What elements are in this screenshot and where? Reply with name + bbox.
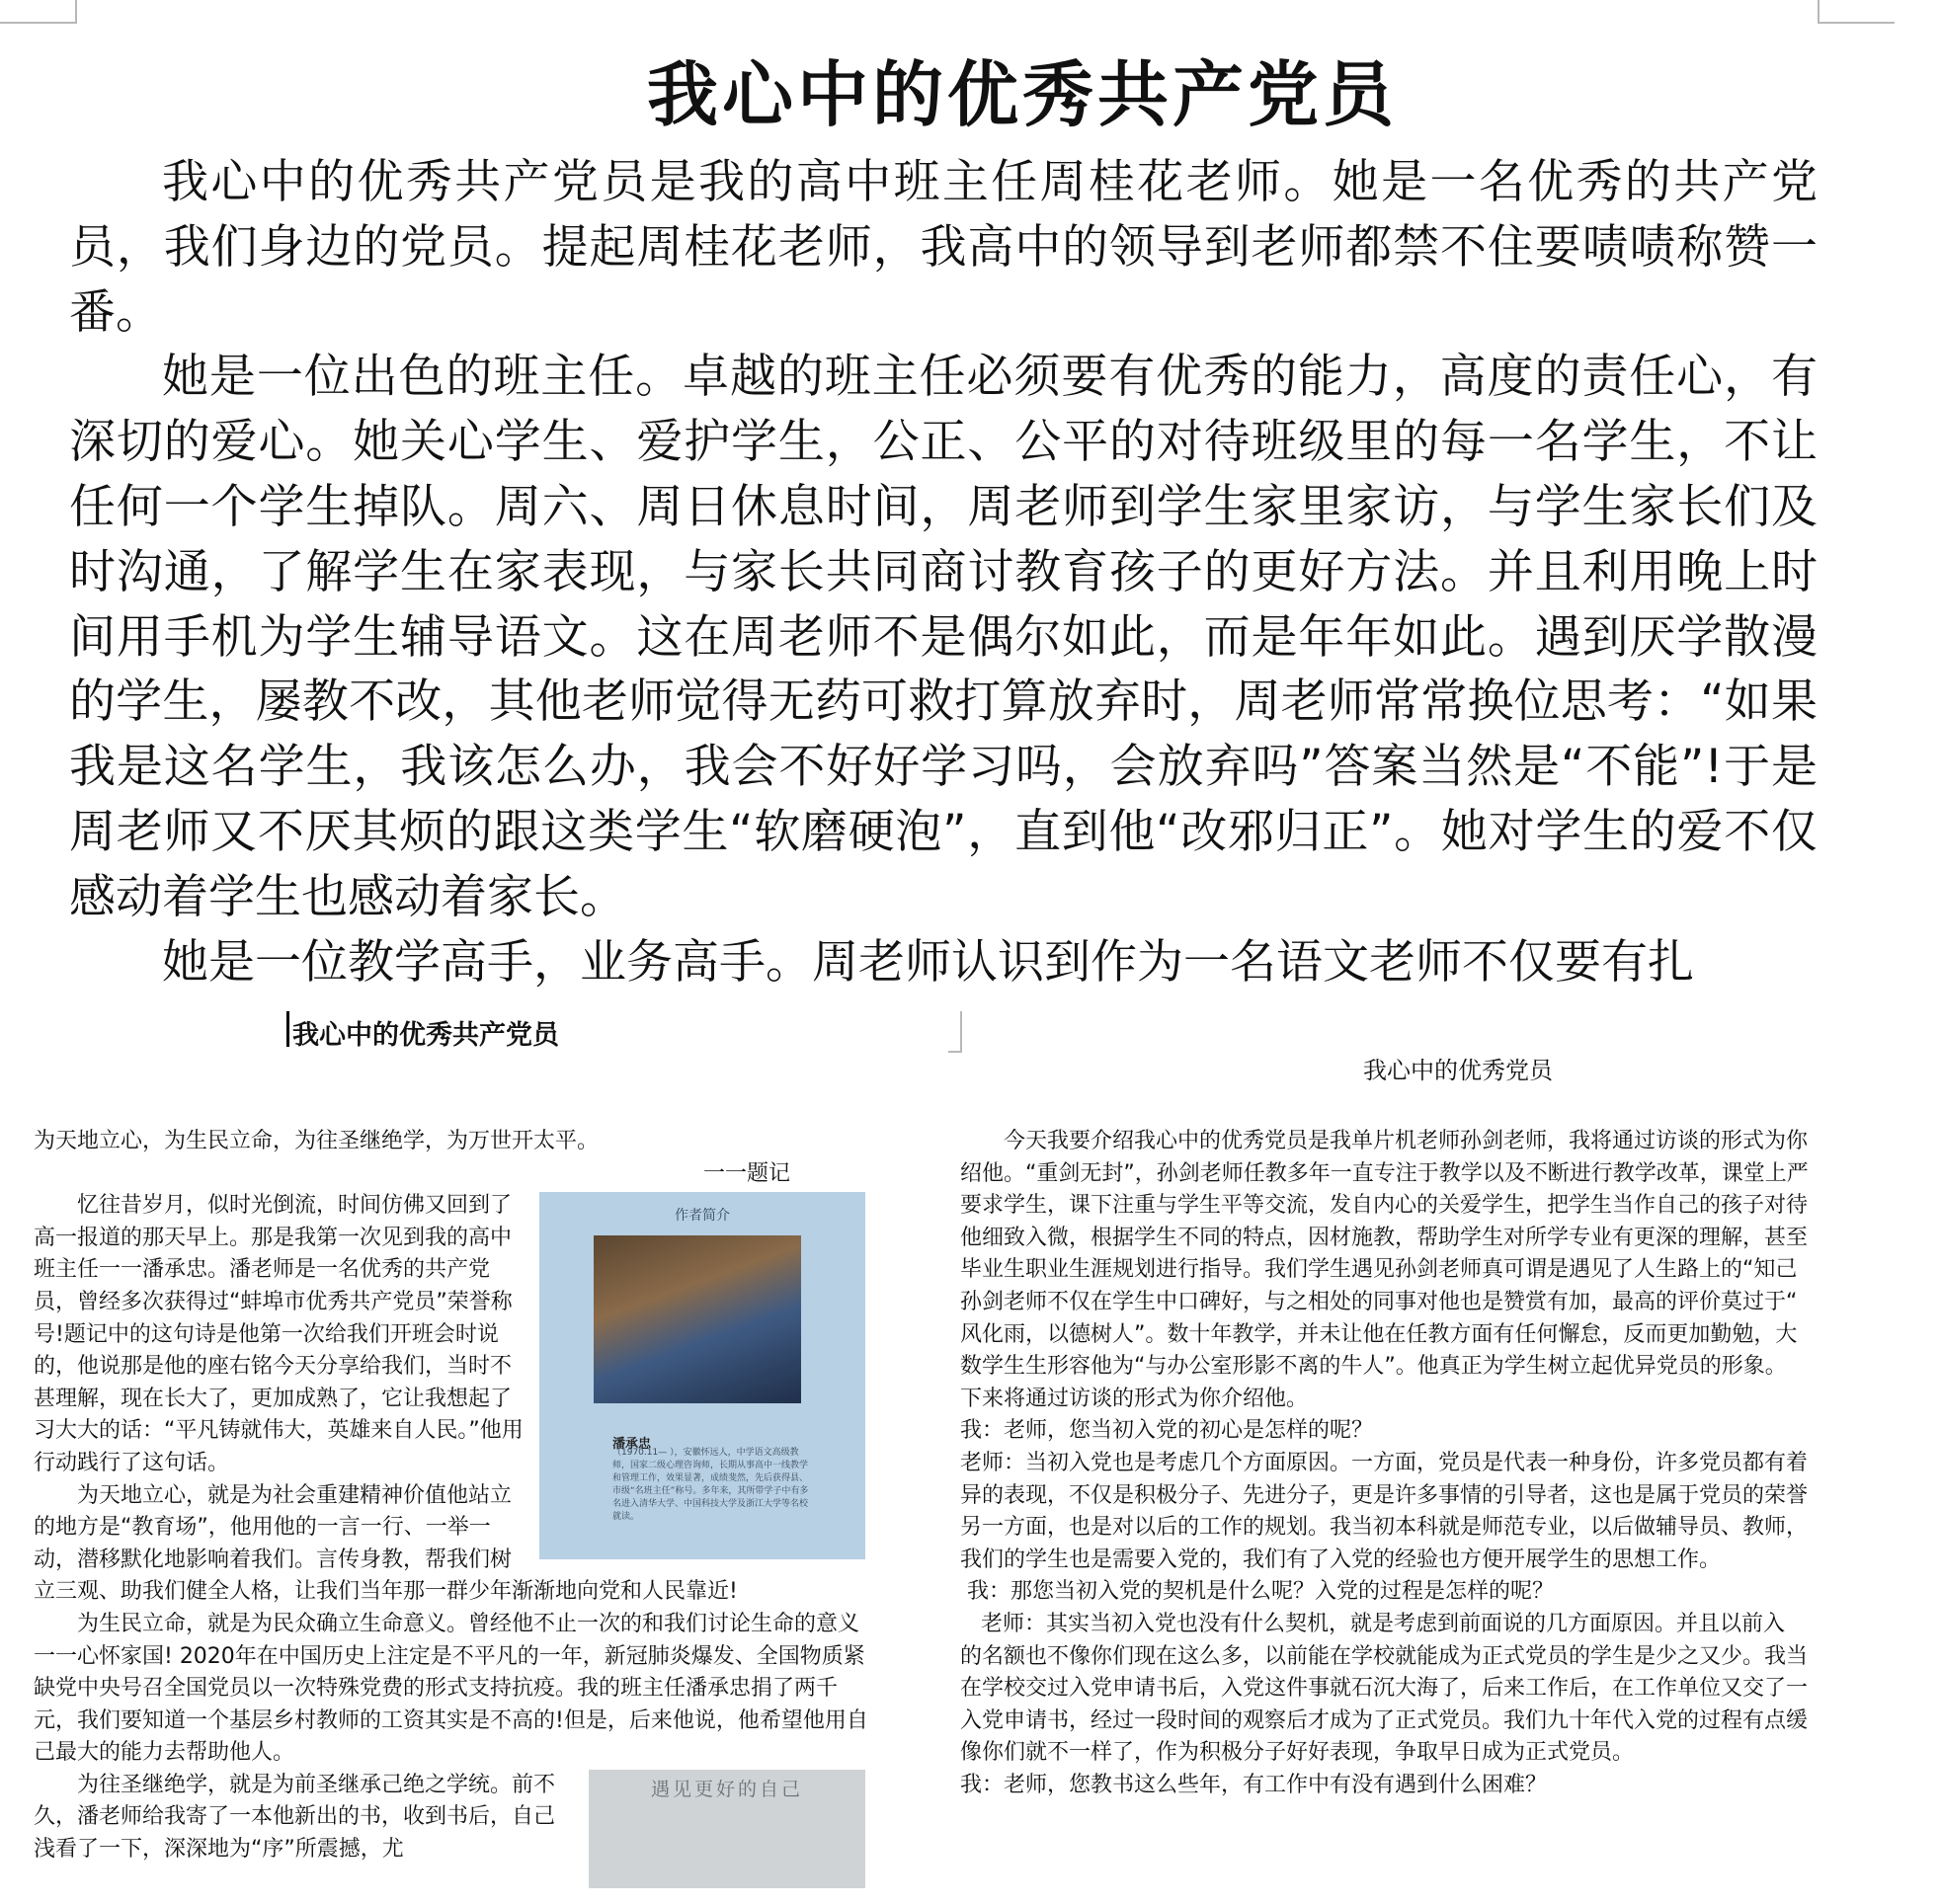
document-body (960, 1126, 1940, 1801)
text-line: 像你们就不一样了，作为积极分子好好表现，争取早日成为正式党员。 (960, 1740, 1635, 1766)
text-line: 老师：其实当初入党也没有什么契机，就是考虑到前面说的几方面原因。并且以前入 (960, 1611, 1785, 1636)
author-photo-card (539, 1192, 865, 1559)
paragraph: 忆往昔岁月，似时光倒流，时间仿佛又回到了高一报道的那天早上。那是我第一次见到我的高中班主任一一潘承忠。潘老师是一名优秀的共产党员，曾经多次获得过“蚌埠市优秀共产党员”荣誉称号!题记中的这句诗是他第一次给我们开班会时说的，他说那是他的座右铭今天分享给我们，当时不甚理解，现在长大了，更加成熟了，它让我想起了习大大的话：“平凡铸就伟大，英雄来自人民。”他用行动践行了这句话。 (34, 1193, 524, 1475)
document-title: 我心中的优秀共产党员 (646, 52, 1398, 136)
paragraph: 我心中的优秀共产党员是我的高中班主任周桂花老师。她是一名优秀的共产党员，我们身边的党员。提起周桂花老师，我高中的领导到老师都禁不住要啧啧称赞一番。 (69, 155, 1818, 340)
epigraph-source: 一一题记 (702, 1160, 790, 1186)
book-title: 遇见更好的自己 (650, 1778, 803, 1800)
text-line: 我：那您当初入党的契机是什么呢？入党的过程是怎样的呢？ (960, 1579, 1554, 1605)
text-line: 我：老师，您当初入党的初心是怎样的呢？ (960, 1418, 1374, 1444)
text-line: 今天我要介绍我心中的优秀党员是我单片机老师孙剑老师，我将通过访谈的形式为你 (1004, 1129, 1809, 1153)
paragraph: 为生民立命，就是为民众确立生命意义。曾经他不止一次的和我们讨论生命的意义一一心怀家国! 2020年在中国历史上注定是不平凡的一年，新冠肺炎爆发、全国物质紧缺党中央号召全国党员以一次特殊党费的形式支持抗疫。我的班主任潘承忠捐了两千元，我们要知道一个基层乡村教师的工资其实是不高的!但是，后来他说，他希望他用自己最大的能力去帮助他人。 (34, 1611, 868, 1766)
text-line: 数学生生形容他为“与办公室形影不离的牛人”。他真正为学生树立起优异党员的形象。 (960, 1354, 1787, 1380)
text-line: 下来将通过访谈的形式为你介绍他。 (960, 1386, 1309, 1411)
text-line: 在学校交过入党申请书后，入党这件事就石沉大海了，后来工作后，在工作单位又交了一 (960, 1676, 1809, 1702)
text-line: 另一方面，也是对以后的工作的规划。我当初本科就是师范专业，以后做辅导员、教师， (960, 1515, 1809, 1541)
document-title[interactable]: 我心中的优秀共产党员 (292, 1020, 559, 1051)
text-line: 我：老师，您教书这么些年，有工作中有没有遇到什么困难？ (960, 1772, 1548, 1797)
author-name: 潘承忠 (612, 1437, 652, 1453)
document-title: 我心中的优秀党员 (1363, 1057, 1553, 1084)
text-line: 绍他。“重剑无封”，孙剑老师任教多年一直专注于教学以及不断进行教学改革，课堂上严 (960, 1160, 1809, 1186)
left-document (0, 1009, 948, 1904)
epigraph: 为天地立心，为生民立命，为往圣继绝学，为万世开太平。 (34, 1129, 600, 1153)
text-line: 老师：当初入党也是考虑几个方面原因。一方面，党员是代表一种身份，许多党员都有着 (960, 1450, 1809, 1475)
paragraph: 她是一位出色的班主任。卓越的班主任必须要有优秀的能力，高度的责任心，有深切的爱心。她关心学生、爱护学生，公正、公平的对待班级里的每一名学生，不让任何一个学生掉队。周六、周日休息时间，周老师到学生家里家访，与学生家长们及时沟通，了解学生在家表现，与家长共同商讨教育孩子的更好方法。并且利用晚上时间用手机为学生辅导语文。这在周老师不是偶尔如此，而是年年如此。遇到厌学散漫的学生，屡教不改，其他老师觉得无药可救打算放弃时，周老师常常换位思考：“如果我是这名学生，我该怎么办，我会不好好学习吗，会放弃吗”答案当然是“不能”!于是周老师又不厌其烦的跟这类学生“软磨硬泡”，直到他“改邪归正”。她对学生的爱不仅感动着学生也感动着家长。 (69, 350, 1818, 924)
text-line: 我们的学生也是需要入党的，我们有了入党的经验也方便开展学生的思想工作。 (960, 1547, 1722, 1572)
text-line: 孙剑老师不仅在学生中口碑好，与之相处的同事对他也是赞赏有加，最高的评价莫过于“ (960, 1289, 1798, 1314)
text-line: 风化雨，以德树人”。数十年教学，并未让他在任教方面有任何懈怠，反而更加勤勉，大 (960, 1321, 1798, 1347)
text-line: 异的表现，不仅是积极分子、先进分子，更是许多事情的引导者，这也是属于党员的荣誉 (960, 1482, 1809, 1508)
text-line: 入党申请书，经过一段时间的观察后才成为了正式党员。我们九十年代入党的过程有点缓 (960, 1707, 1809, 1733)
text-line: 的名额也不像你们现在这么多，以前能在学校就能成为正式党员的学生是少之又少。我当 (960, 1643, 1809, 1669)
text-line: 毕业生职业生涯规划进行指导。我们学生遇见孙剑老师真可谓是遇见了人生路上的“知己 (960, 1257, 1798, 1283)
text-line: 要求学生，课下注重与学生平等交流，发自内心的关爱学生，把学生当作自己的孩子对待 (960, 1193, 1809, 1219)
document-body (34, 1126, 873, 1894)
photo-heading: 作者简介 (675, 1208, 730, 1225)
paragraph: 为往圣继绝学，就是为前圣继承己绝之学统。前不久，潘老师给我寄了一本他新出的书，收到书后，自己浅看了一下，深深地为“序”所震撼，尤 (34, 1772, 556, 1863)
author-bio: （1970.11— ），安徽怀远人，中学语文高级教师，国家二级心理咨询师，长期从事高中一线教学和管理工作，效果显著，成绩斐然，先后获得县、市级“名班主任”称号。多年来，其所带学子中有多名进入清华大学、中国科技大学及浙江大学等名校就读。 (612, 1448, 809, 1523)
book-cover-image (589, 1770, 865, 1888)
document-body (69, 150, 1818, 994)
paragraph: 为天地立心，就是为社会重建精神价值他站立的地方是“教育场”，他用他的一言一行、一举一动，潜移默化地影响着我们。言传身教，帮我们树立三观、助我们健全人格，让我们当年那一群少年渐渐地向党和人民靠近! (34, 1482, 738, 1605)
paragraph: 她是一位教学高手，业务高手。周老师认识到作为一名语文老师不仅要有扎 (162, 934, 1694, 990)
right-document (948, 1009, 1940, 1904)
text-line: 他细致入微，根据学生不同的特点，因材施教，帮助学生对所学专业有更深的理解，甚至 (960, 1225, 1809, 1250)
author-portrait-image (594, 1235, 801, 1403)
